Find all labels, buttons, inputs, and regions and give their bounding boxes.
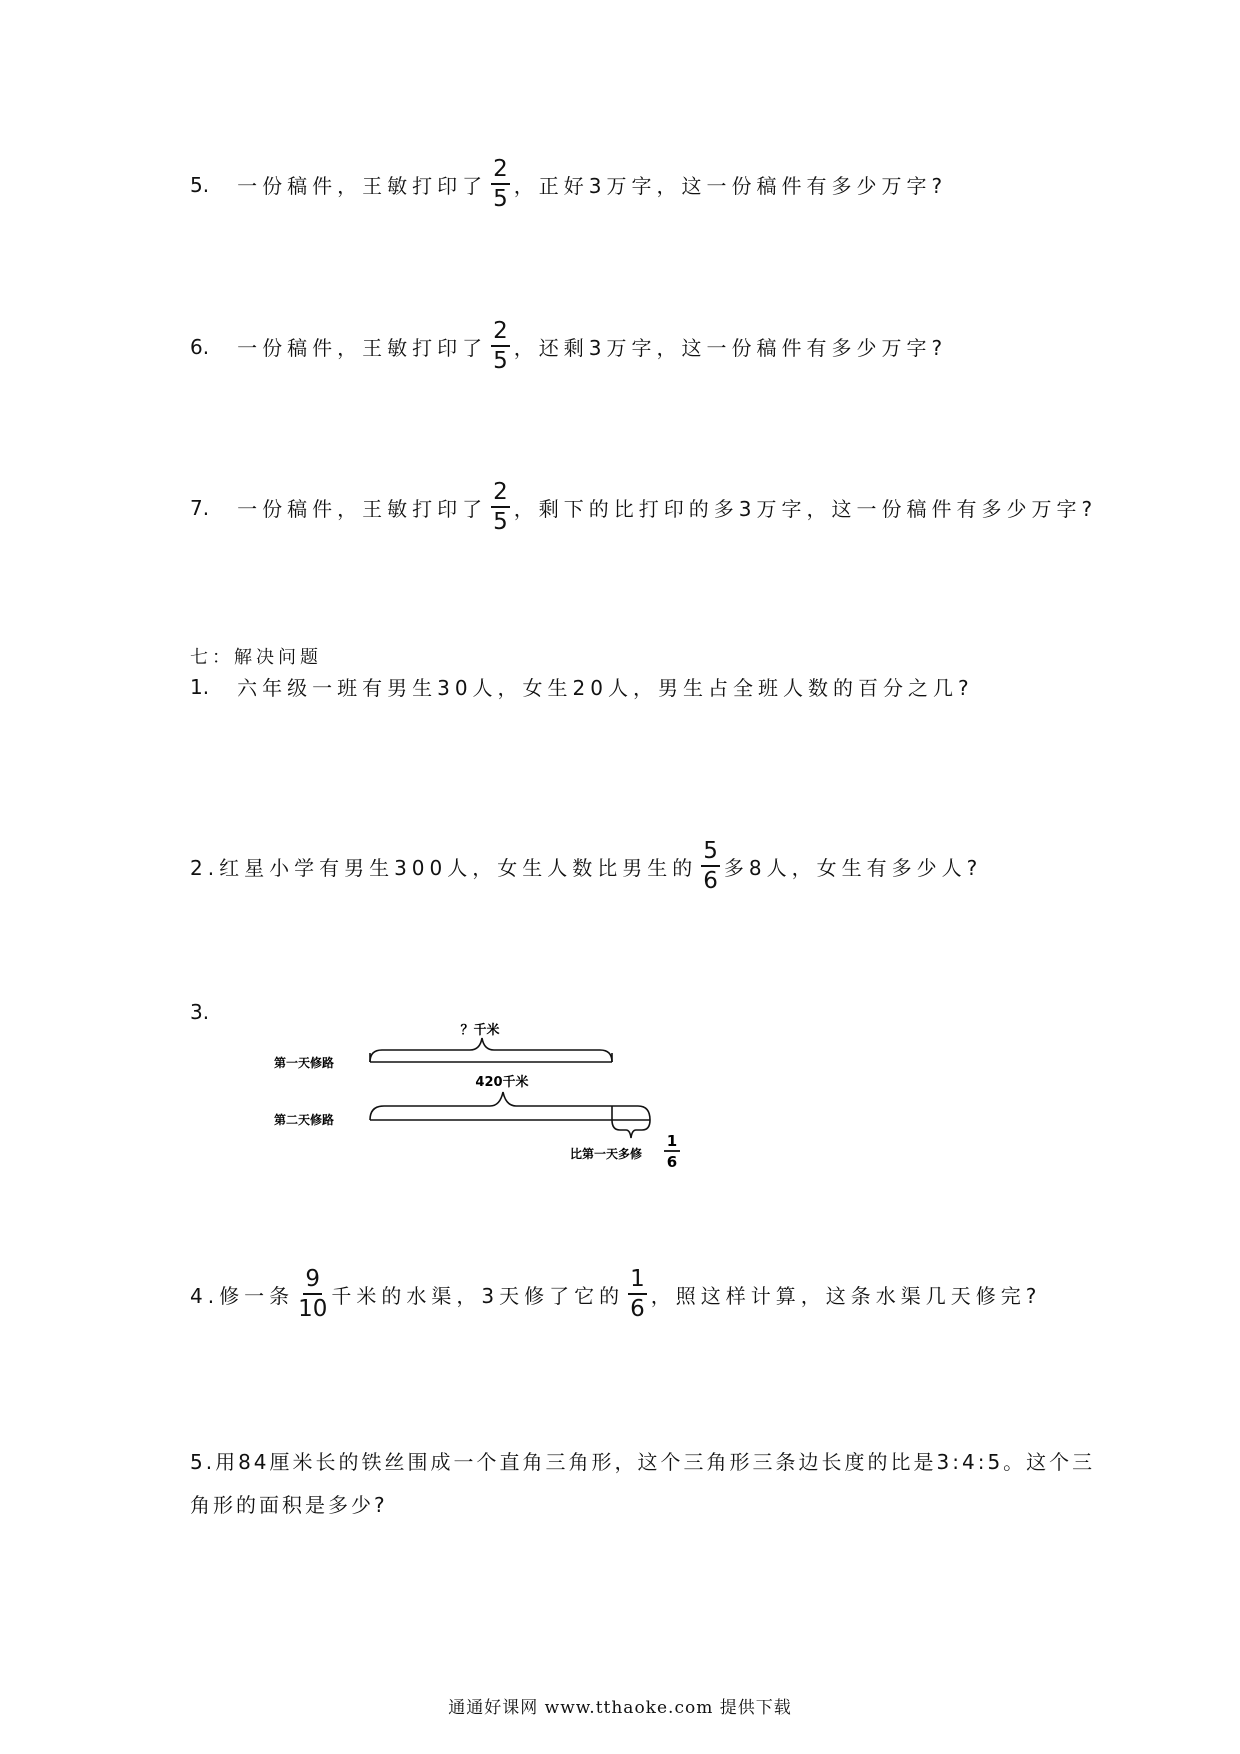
known-length-label: 420千米 — [475, 1075, 529, 1090]
question-2 — [190, 840, 982, 893]
day1-label: 第一天修路 — [274, 1056, 335, 1070]
brace-day1 — [370, 1038, 612, 1062]
line-segment-diagram — [270, 1020, 730, 1190]
problem-number: 7. — [190, 495, 210, 520]
numerator: 2 — [491, 481, 510, 508]
extra-fraction-denominator: 6 — [666, 1153, 678, 1171]
problem-7 — [190, 481, 1097, 534]
question-text: 千米的水渠，3天修了它的 — [331, 1284, 625, 1308]
fraction — [491, 481, 510, 534]
denominator: 6 — [703, 868, 718, 894]
problem-number: 5. — [190, 172, 210, 197]
extra-fraction-numerator: 1 — [666, 1132, 678, 1150]
question-text: 多8人，女生有多少人? — [723, 856, 983, 880]
question-5-line2 — [190, 1489, 388, 1518]
denominator: 6 — [630, 1296, 645, 1322]
problem-text: 一份稿件，王敏打印了 — [237, 174, 488, 198]
question-3 — [190, 1000, 237, 1024]
numerator: 1 — [628, 1268, 647, 1295]
unknown-length-label: ？千米 — [460, 1023, 500, 1038]
denominator: 5 — [493, 509, 508, 535]
day2-label: 第二天修路 — [274, 1113, 335, 1127]
denominator: 5 — [493, 186, 508, 212]
question-text: 角形的面积是多少? — [190, 1493, 388, 1517]
question-1 — [190, 672, 974, 701]
footer-source: 通通好课网 www.tthaoke.com 提供下载 — [448, 1698, 792, 1718]
brace-day2 — [370, 1092, 650, 1120]
problem-text: 一份稿件，王敏打印了 — [237, 336, 488, 360]
numerator: 9 — [303, 1268, 322, 1295]
question-4 — [190, 1268, 1041, 1321]
numerator: 2 — [491, 158, 510, 185]
problem-text: ，还剩3万字，这一份稿件有多少万字? — [513, 336, 948, 360]
problem-6 — [190, 320, 947, 373]
fraction — [628, 1268, 647, 1321]
problem-number: 6. — [190, 334, 210, 359]
fraction — [298, 1268, 327, 1321]
question-5-line1 — [190, 1446, 1095, 1475]
question-text: 5.用84厘米长的铁丝围成一个直角三角形，这个三角形三条边长度的比是3:4:5。这个三 — [190, 1450, 1096, 1474]
denominator: 10 — [298, 1296, 328, 1322]
question-number: 1. — [190, 674, 210, 699]
numerator: 5 — [701, 840, 720, 867]
fraction — [491, 320, 510, 373]
fraction — [701, 840, 720, 893]
extra-label: 比第一天多修 — [570, 1147, 643, 1161]
question-text: 六年级一班有男生30人，女生20人，男生占全班人数的百分之几? — [237, 676, 974, 700]
numerator: 2 — [491, 320, 510, 347]
question-text: 4.修一条 — [190, 1284, 295, 1308]
problem-text: 一份稿件，王敏打印了 — [237, 497, 488, 521]
question-text: ，照这样计算，这条水渠几天修完? — [650, 1284, 1042, 1308]
question-number: 3. — [190, 1000, 210, 1024]
question-text: 2.红星小学有男生300人，女生人数比男生的 — [190, 856, 698, 880]
brace-extra — [612, 1120, 650, 1138]
denominator: 5 — [493, 348, 508, 374]
section-title: 七：解决问题 — [190, 647, 322, 668]
fraction — [491, 158, 510, 211]
problem-text: ，剩下的比打印的多3万字，这一份稿件有多少万字? — [513, 497, 1098, 521]
problem-text: ，正好3万字，这一份稿件有多少万字? — [513, 174, 948, 198]
problem-5 — [190, 158, 947, 211]
